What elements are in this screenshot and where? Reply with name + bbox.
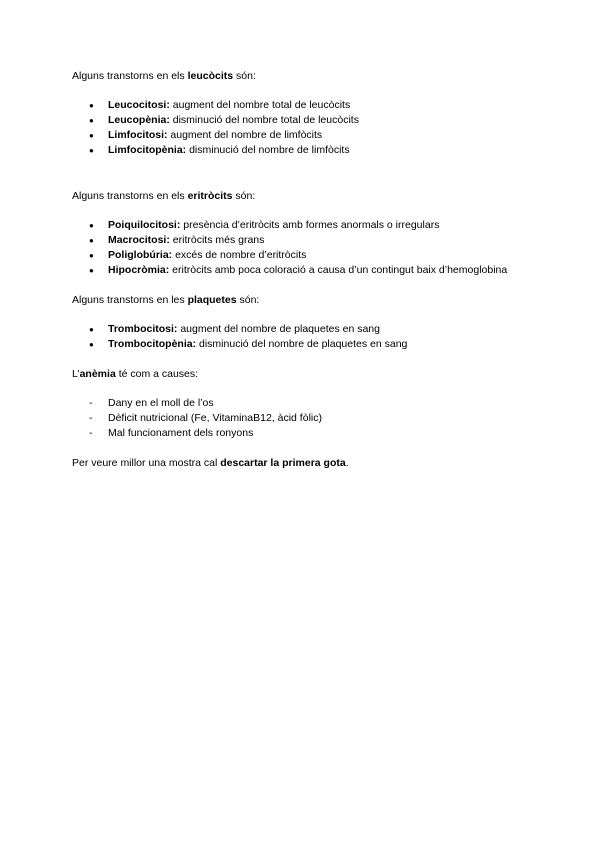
definition: disminució del nombre de plaquetes en sang [196, 338, 408, 350]
definition: disminució del nombre de limfòcits [186, 144, 350, 156]
document-page [72, 69, 542, 471]
dash-icon [89, 426, 101, 441]
term: Limfocitopènia: [108, 144, 187, 156]
list-item [72, 143, 542, 158]
sample-note: Per veure millor una mostra cal descartar la primera gota. [72, 457, 349, 469]
anemia-causes-list [72, 396, 542, 441]
bullet-icon [89, 113, 101, 128]
anemia-keyword: anèmia [79, 368, 116, 380]
note-emphasis: descartar la primera gota [220, 457, 346, 469]
term: Poiquilocitosi: [108, 219, 181, 231]
list-item [72, 113, 542, 128]
term: Limfocitosi: [108, 129, 168, 141]
bullet-icon [89, 337, 101, 352]
leucocits-list [72, 98, 542, 158]
list-item [72, 128, 542, 143]
list-item [72, 411, 542, 426]
plaquetes-intro: Alguns transtorns en les plaquetes són: [72, 294, 260, 306]
list-item [72, 337, 542, 352]
definition: excés de nombre d’eritròcits [172, 249, 307, 261]
term: Leucocitosi: [108, 99, 170, 111]
term: Leucopènia: [108, 114, 170, 126]
bullet-icon [89, 233, 101, 248]
bullet-icon [89, 248, 101, 263]
eritrocits-intro: Alguns transtorns en els eritròcits són: [72, 190, 256, 202]
cause: Dèficit nutricional (Fe, VitaminaB12, àcid fòlic) [108, 412, 322, 424]
definition: presència d’eritròcits amb formes anormals o irregulars [180, 219, 440, 231]
list-item [72, 426, 542, 441]
term: Trombocitopènia: [108, 338, 197, 350]
definition: eritròcits més grans [169, 234, 265, 246]
term: Macrocitosi: [108, 234, 170, 246]
term: Poliglobúria: [108, 249, 173, 261]
bullet-icon [89, 98, 101, 113]
term: Hipocròmia: [108, 264, 170, 276]
list-item [72, 263, 542, 278]
cause: Mal funcionament dels ronyons [108, 427, 254, 439]
definition: augment del nombre de plaquetes en sang [177, 323, 380, 335]
list-item [72, 218, 542, 233]
bullet-icon [89, 128, 101, 143]
dash-icon [89, 396, 101, 411]
bullet-icon [89, 218, 101, 233]
list-item [72, 396, 542, 411]
plaquetes-keyword: plaquetes [187, 294, 237, 306]
definition: disminució del nombre total de leucòcits [169, 114, 359, 126]
definition: augment del nombre total de leucòcits [169, 99, 351, 111]
list-item [72, 322, 542, 337]
bullet-icon [89, 263, 101, 278]
list-item [72, 248, 542, 263]
definition: augment del nombre de limfòcits [167, 129, 323, 141]
list-item [72, 98, 542, 113]
leucocits-intro: Alguns transtorns en els leucòcits són: [72, 70, 256, 82]
definition: eritròcits amb poca coloració a causa d’un contingut baix d’hemoglobina [169, 264, 508, 276]
bullet-icon [89, 322, 101, 337]
term: Trombocitosi: [108, 323, 178, 335]
list-item [72, 233, 542, 248]
cause: Dany en el moll de l’os [108, 397, 214, 409]
bullet-icon [89, 143, 101, 158]
eritrocits-list [72, 218, 542, 278]
dash-icon [89, 411, 101, 426]
plaquetes-list [72, 322, 542, 352]
anemia-intro: L’anèmia té com a causes: [72, 368, 199, 380]
eritrocits-keyword: eritròcits [187, 190, 233, 202]
leucocits-keyword: leucòcits [187, 70, 234, 82]
